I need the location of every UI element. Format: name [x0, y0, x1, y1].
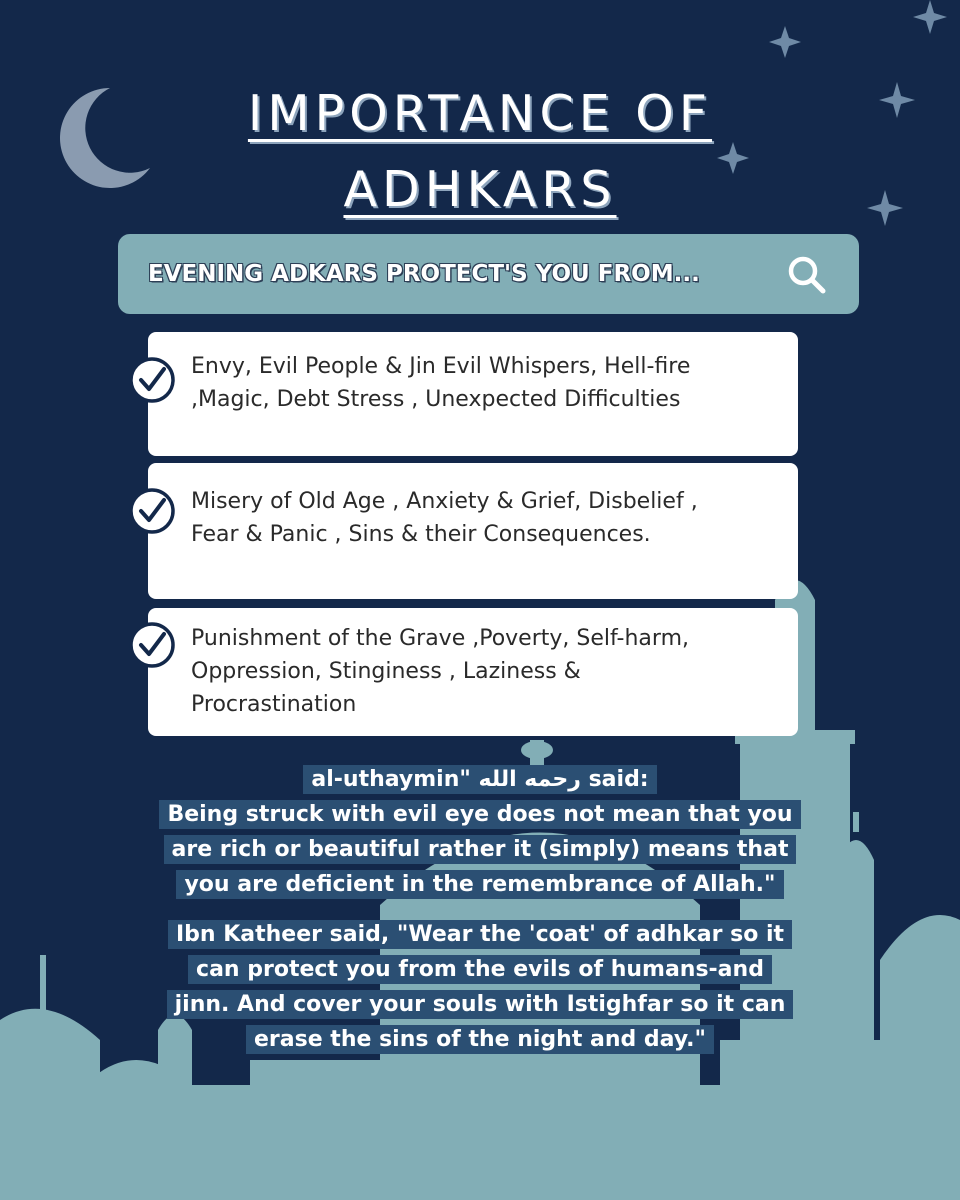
quote-ibn-katheer: [0, 917, 960, 1057]
list-item: [148, 608, 798, 736]
quote-line: you are deficient in the remembrance of Allah.": [176, 870, 783, 899]
page-title-line1: IMPORTANCE OF: [247, 85, 713, 142]
list-item-text: Misery of Old Age , Anxiety & Grief, Disbelief , Fear & Panic , Sins & their Consequences.: [191, 489, 698, 547]
page-title-line2: ADHKARS: [343, 161, 617, 218]
search-icon[interactable]: [786, 254, 828, 296]
check-circle-icon: [128, 621, 176, 669]
quote-line: al-uthaymin" رحمه الله said:: [303, 765, 656, 794]
quote-line: Being struck with evil eye does not mean that you: [159, 800, 800, 829]
quote-line: can protect you from the evils of humans-and: [188, 955, 772, 984]
quote-uthaymin: [0, 762, 960, 902]
list-item-text: Envy, Evil People & Jin Evil Whispers, Hell-fire ,Magic, Debt Stress , Unexpected Difficulties: [191, 354, 691, 412]
quote-line: are rich or beautiful rather it (simply) means that: [164, 835, 797, 864]
list-item: [148, 463, 798, 599]
list-item: [148, 332, 798, 456]
check-circle-icon: [128, 356, 176, 404]
check-circle-icon: [128, 487, 176, 535]
quote-line: Ibn Katheer said, "Wear the 'coat' of adhkar so it: [168, 920, 792, 949]
quote-line: erase the sins of the night and day.": [246, 1025, 714, 1054]
search-bar[interactable]: [118, 234, 859, 314]
search-bar-label: EVENING ADKARS PROTECT'S YOU FROM...: [148, 261, 700, 287]
quote-line: jinn. And cover your souls with Istighfar so it can: [167, 990, 794, 1019]
list-item-text: Punishment of the Grave ,Poverty, Self-harm, Oppression, Stinginess , Laziness & Procrastination: [191, 626, 689, 717]
